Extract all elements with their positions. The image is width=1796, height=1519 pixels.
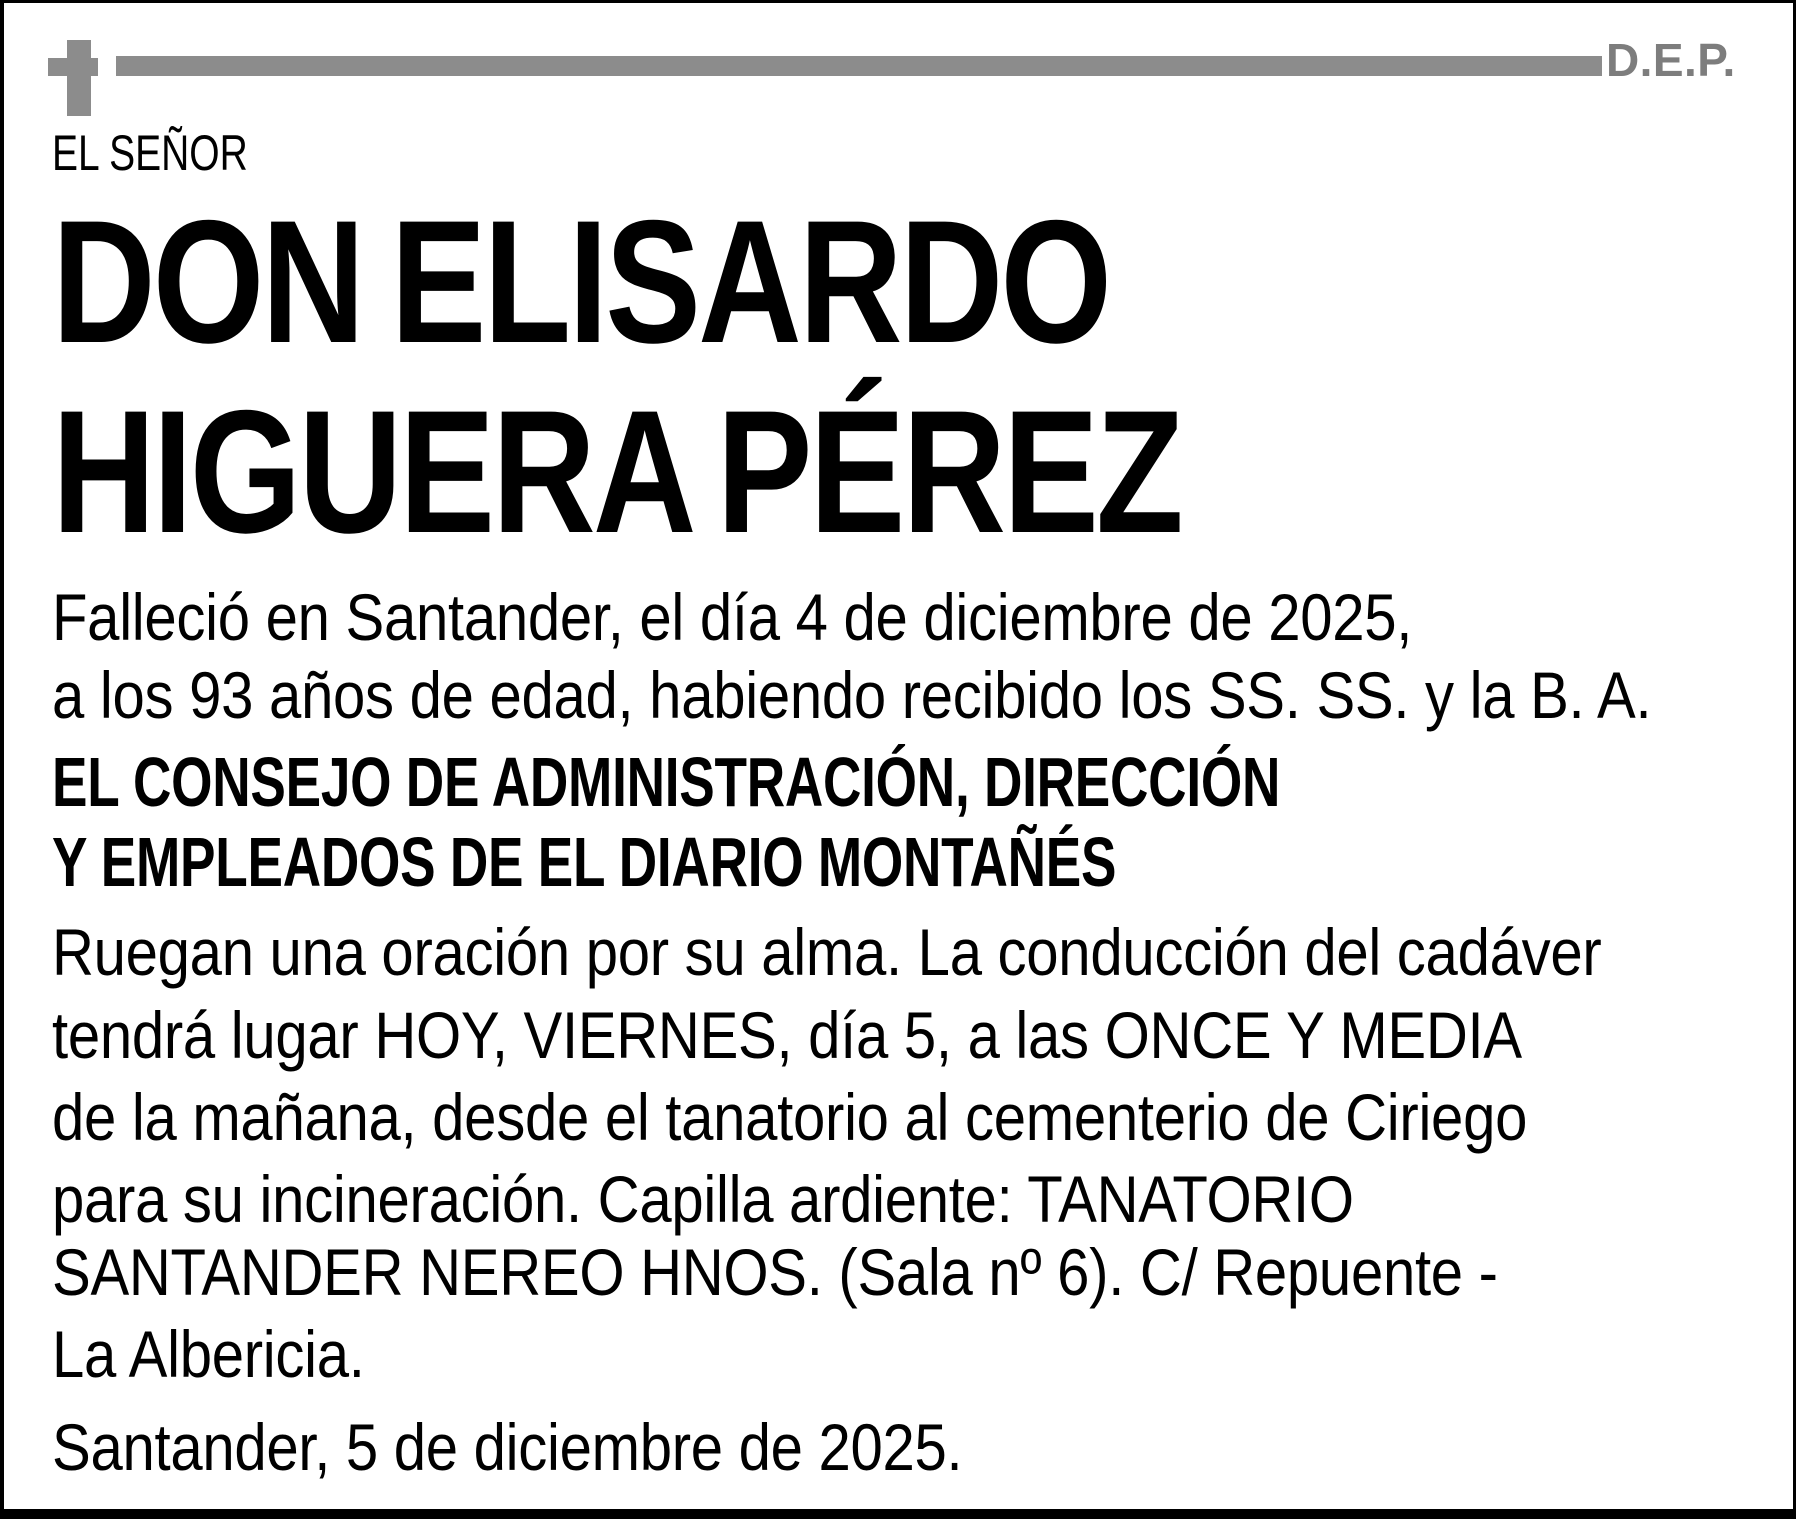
deceased-name-line-2: HIGUERA PÉREZ (52, 375, 1181, 570)
funeral-info-line-1: Ruegan una oración por su alma. La conducción del cadáver (52, 915, 1602, 989)
mourners-line-1: EL CONSEJO DE ADMINISTRACIÓN, DIRECCIÓN (52, 743, 1281, 821)
funeral-info-line-3: de la mañana, desde el tanatorio al cementerio de Ciriego (52, 1080, 1528, 1154)
mourners-line-2: Y EMPLEADOS DE EL DIARIO MONTAÑÉS (52, 823, 1117, 901)
header-rule (116, 56, 1602, 76)
deceased-name-line-1: DON ELISARDO (52, 185, 1110, 380)
salutation: EL SEÑOR (52, 125, 248, 181)
funeral-info-line-2: tendrá lugar HOY, VIERNES, día 5, a las ONCE Y MEDIA (52, 998, 1522, 1072)
death-statement-line-2: a los 93 años de edad, habiendo recibido los SS. SS. y la B. A. (52, 658, 1652, 732)
dep-label: D.E.P. (1606, 34, 1736, 86)
closing-date: Santander, 5 de diciembre de 2025. (52, 1410, 963, 1484)
latin-cross-icon (48, 40, 102, 116)
death-statement-line-1: Falleció en Santander, el día 4 de diciembre de 2025, (52, 580, 1413, 654)
funeral-info-line-6: La Albericia. (52, 1317, 365, 1391)
funeral-info-line-5: SANTANDER NEREO HNOS. (Sala nº 6). C/ Repuente - (52, 1235, 1498, 1309)
funeral-info-line-4: para su incineración. Capilla ardiente: TANATORIO (52, 1162, 1354, 1236)
